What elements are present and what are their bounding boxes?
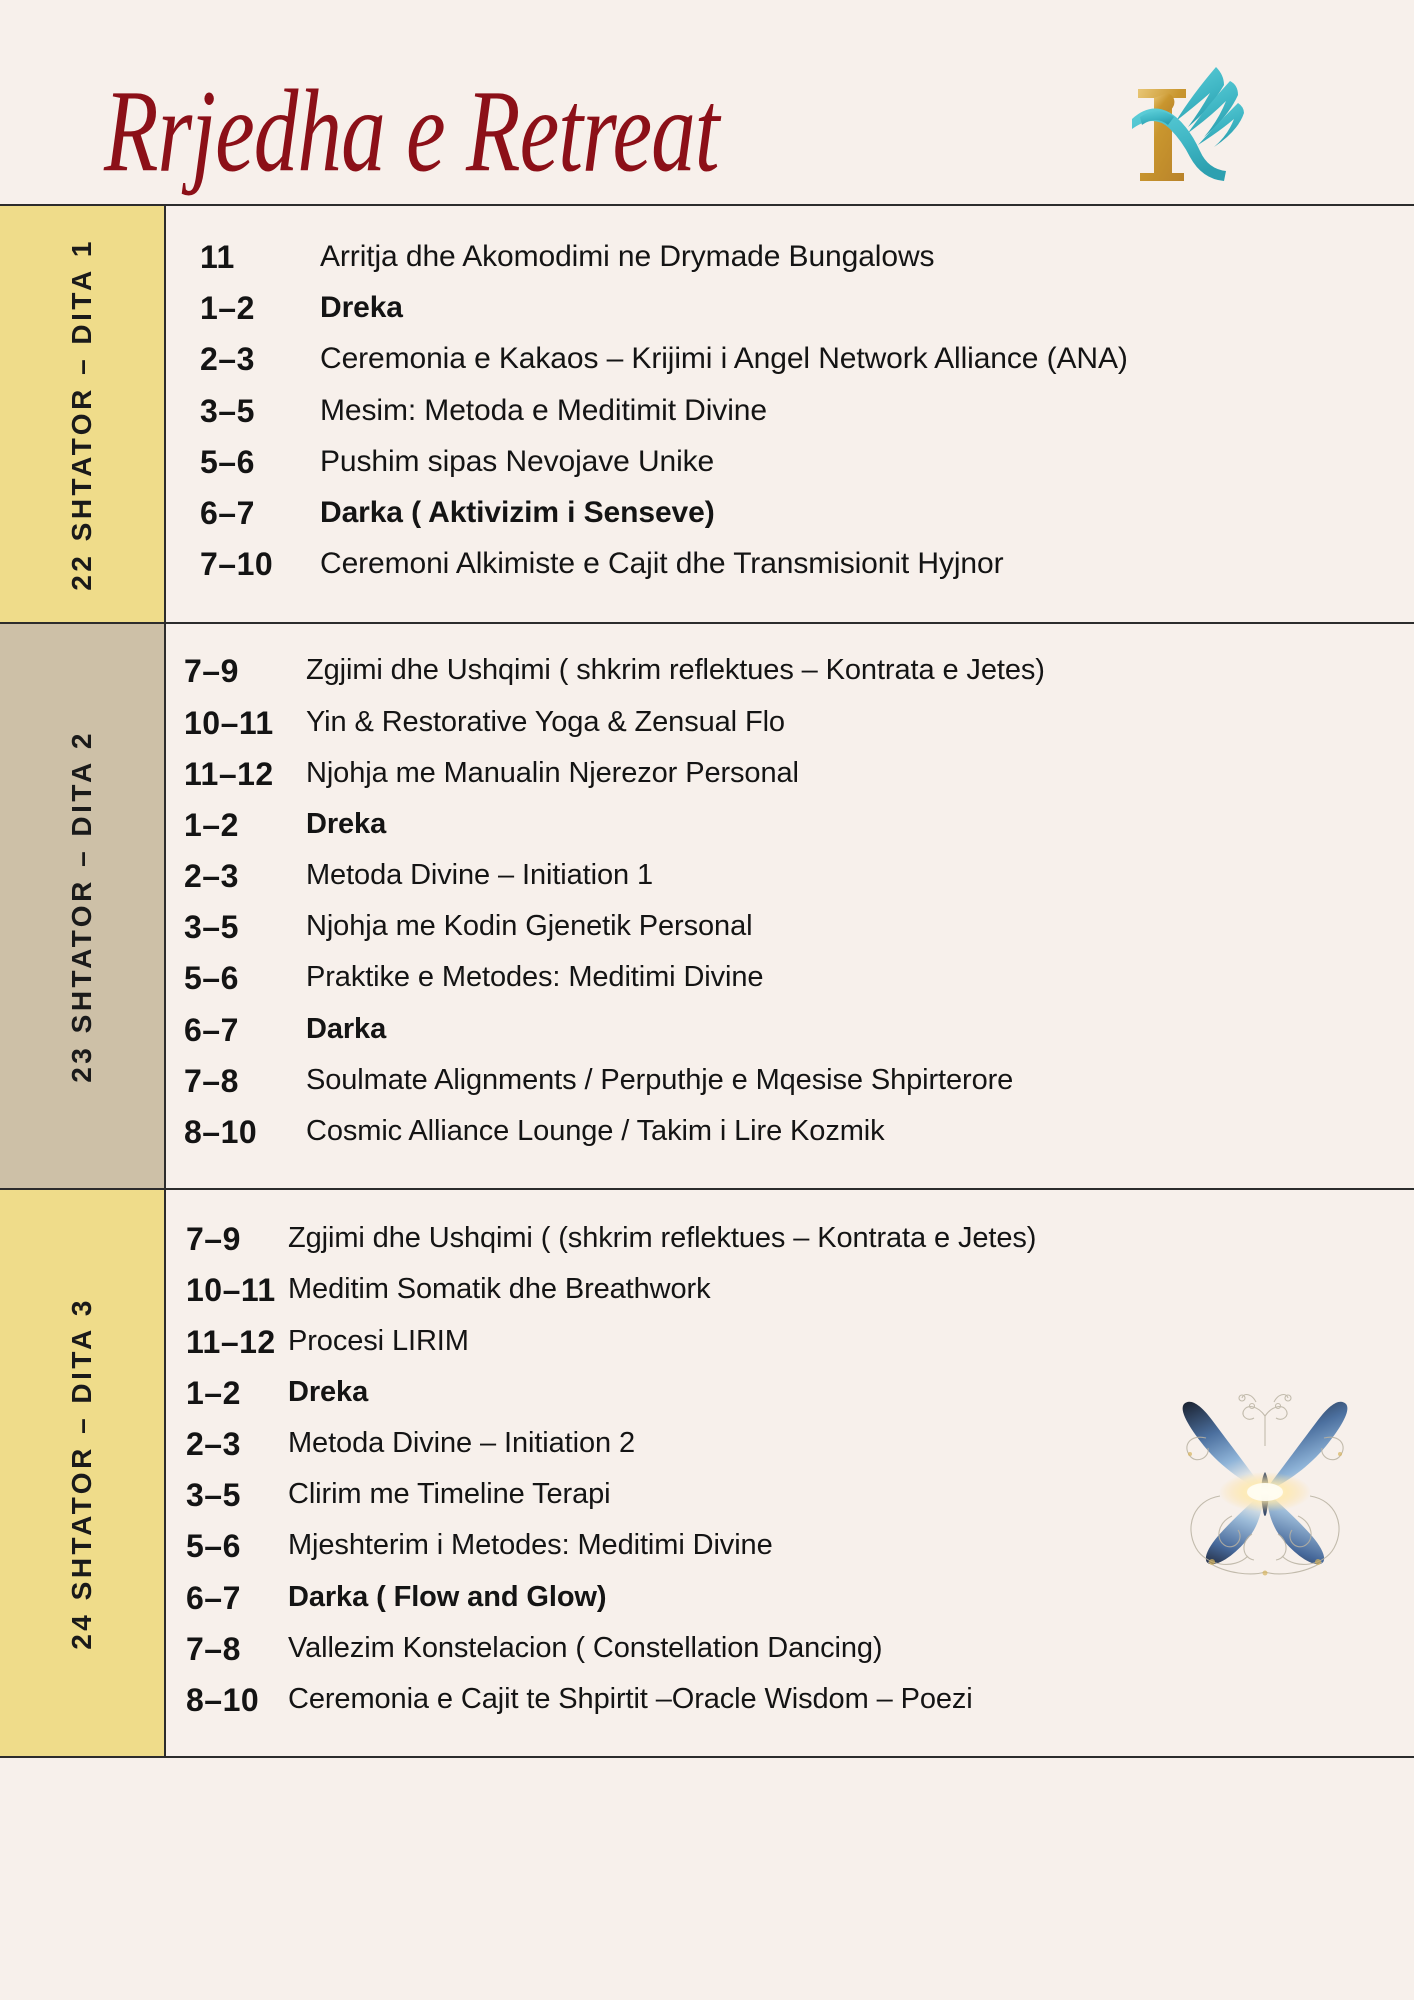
schedule-row [176, 804, 1374, 847]
row-description: Cosmic Alliance Lounge / Takim i Lire Kozmik [306, 1115, 885, 1147]
schedule-row [166, 1628, 1374, 1671]
row-time: 11 [200, 239, 235, 275]
schedule-row [166, 1679, 1374, 1722]
row-time: 8–10 [184, 1114, 258, 1150]
day-3-rows [166, 1190, 1414, 1756]
row-description: Darka [306, 1012, 387, 1045]
row-description: Ceremonia e Kakaos – Krijimi i Angel Network Alliance (ANA) [320, 342, 1128, 376]
schedule-row [176, 753, 1374, 796]
day-label-3-text: 24 SHTATOR – DITA 3 [66, 1296, 97, 1650]
day-section-2 [0, 624, 1414, 1190]
row-time: 7–10 [200, 546, 274, 583]
schedule-row [166, 1321, 1374, 1364]
row-description: Praktike e Metodes: Meditimi Divine [306, 961, 764, 994]
day-section-3 [0, 1190, 1414, 1758]
schedule-row [166, 1474, 1374, 1517]
schedule-row [176, 702, 1374, 745]
row-time: 7–9 [184, 653, 239, 690]
schedule-row [176, 906, 1374, 949]
row-description: Darka ( Aktivizim i Senseve) [320, 495, 715, 529]
row-description: Zgjimi dhe Ushqimi ( (shkrim reflektues – Kontrata e Jetes) [288, 1222, 1037, 1255]
row-description: Dreka [320, 291, 403, 325]
page-title: Rrjedha e Retreat [104, 65, 719, 197]
schedule-row [200, 338, 1374, 381]
schedule-row [166, 1372, 1374, 1415]
day-label-3 [0, 1190, 166, 1756]
day-label-2-text: 23 SHTATOR – DITA 2 [66, 729, 97, 1083]
row-time: 7–8 [184, 1062, 239, 1099]
row-description: Yin & Restorative Yoga & Zensual Flo [306, 705, 785, 738]
row-description: Njohja me Kodin Gjenetik Personal [306, 910, 753, 943]
row-time: 7–9 [186, 1221, 241, 1258]
schedule-row [176, 1009, 1374, 1052]
schedule-row [166, 1269, 1374, 1312]
schedule-row [166, 1423, 1374, 1466]
row-time: 10–11 [186, 1272, 276, 1309]
row-description: Arritja dhe Akomodimi ne Drymade Bungalows [320, 240, 935, 273]
row-description: Darka ( Flow and Glow) [288, 1580, 607, 1613]
schedule-row [176, 855, 1374, 898]
row-time: 1–2 [200, 290, 255, 327]
row-description: Meditim Somatik dhe Breathwork [288, 1273, 711, 1306]
schedule-row [176, 1060, 1374, 1103]
row-time: 6–7 [184, 1011, 239, 1048]
row-time: 2–3 [184, 858, 239, 895]
schedule-row [166, 1577, 1374, 1620]
row-description: Mesim: Metoda e Meditimit Divine [320, 393, 767, 427]
row-time: 2–3 [200, 341, 255, 378]
schedule-row [200, 287, 1374, 330]
row-description: Pushim sipas Nevojave Unike [320, 444, 715, 478]
row-time: 6–7 [200, 494, 255, 531]
day-1-rows [166, 206, 1414, 622]
row-description: Metoda Divine – Initiation 1 [306, 859, 654, 892]
row-description: Metoda Divine – Initiation 2 [288, 1426, 636, 1459]
row-time: 6–7 [186, 1579, 241, 1616]
phoenix-wing-r-logo-icon [1114, 55, 1246, 187]
row-time: 2–3 [186, 1425, 241, 1462]
schedule-row [166, 1525, 1374, 1568]
row-time: 10–11 [184, 704, 274, 741]
schedule-row [200, 390, 1374, 433]
row-description: Procesi LIRIM [288, 1324, 469, 1357]
schedule-row [166, 1218, 1374, 1261]
row-description: Mjeshterim i Metodes: Meditimi Divine [288, 1529, 773, 1562]
row-time: 1–2 [186, 1374, 241, 1411]
schedule-table [0, 204, 1414, 1758]
row-description: Vallezim Konstelacion ( Constellation Dancing) [288, 1631, 883, 1664]
row-time: 5–6 [184, 960, 239, 997]
row-description: Dreka [306, 807, 387, 840]
row-description: Dreka [288, 1375, 369, 1408]
day-section-1 [0, 204, 1414, 624]
row-description: Njohja me Manualin Njerezor Personal [306, 756, 799, 789]
row-time: 5–6 [186, 1528, 241, 1565]
schedule-row [176, 650, 1374, 693]
day-label-2 [0, 624, 166, 1188]
row-time: 7–8 [186, 1630, 241, 1667]
row-time: 11–12 [186, 1323, 276, 1360]
row-time: 5–6 [200, 443, 255, 480]
row-description: Ceremonia e Cajit te Shpirtit –Oracle Wisdom – Poezi [288, 1682, 973, 1715]
row-description: Ceremoni Alkimiste e Cajit dhe Transmisionit Hyjnor [320, 547, 1004, 581]
row-time: 8–10 [186, 1681, 260, 1718]
row-description: Clirim me Timeline Terapi [288, 1478, 611, 1511]
row-time: 3–5 [200, 392, 255, 429]
row-time: 1–2 [184, 806, 239, 843]
schedule-row [176, 1111, 1374, 1154]
row-time: 3–5 [184, 909, 239, 946]
schedule-row [200, 492, 1374, 535]
day-2-rows [166, 624, 1414, 1188]
day-label-1-text: 22 SHTATOR – DITA 1 [66, 237, 97, 591]
row-time: 3–5 [186, 1477, 241, 1514]
schedule-row [176, 957, 1374, 1000]
row-description: Zgjimi dhe Ushqimi ( shkrim reflektues – Kontrata e Jetes) [306, 654, 1045, 687]
schedule-row [200, 441, 1374, 484]
row-description: Soulmate Alignments / Perputhje e Mqesise Shpirterore [306, 1063, 1014, 1096]
schedule-row [200, 543, 1374, 586]
day-label-1 [0, 206, 166, 622]
row-time: 11–12 [184, 755, 274, 792]
schedule-row [200, 236, 1374, 279]
